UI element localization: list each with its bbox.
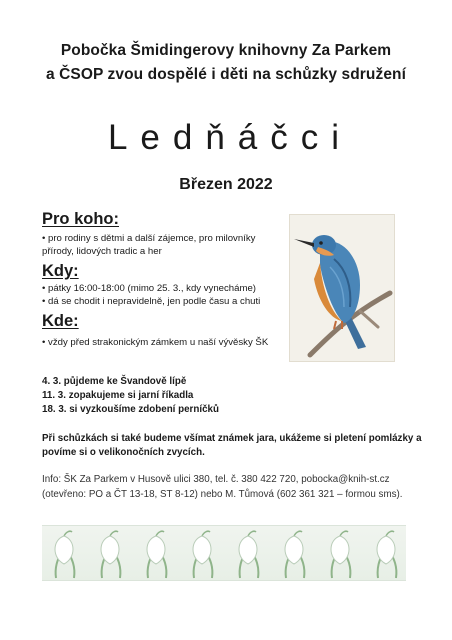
schedule-item-2: 11. 3. zopakujeme si jarní říkadla [42,390,194,401]
poster-title: Ledňáčci [107,118,353,157]
snowdrop-flower [193,531,212,578]
snowdrop-flower [285,531,304,578]
schedule-item-1: 4. 3. půjdeme ke Švandově lípě [42,376,187,387]
info-line-1: Info: ŠK Za Parkem v Husově ulici 380, tel. č. 380 422 720, pobocka@knih-st.cz [42,474,390,485]
intro-paragraph: Při schůzkách si také budeme všímat známek jara, ukážeme si pletení pomlázky a povíme si o velikonočních zvycích. [42,433,422,458]
pro-koho-text: • pro rodiny s dětmi a další zájemce, pro milovníky přírody, lidových tradic a her [42,233,282,258]
info-line-2: (otevřeno: PO a ČT 13-18, ST 8-12) nebo M. Tůmová (602 361 321 – formou sms). [42,489,403,500]
header-line-1: Pobočka Šmidingerovy knihovny Za Parkem [60,42,392,59]
snowdrop-border-art [42,526,406,580]
snowdrop-flower [377,531,396,578]
snowdrop-flower [101,531,120,578]
kingfisher-drawing [290,215,394,361]
snowdrop-flower [331,531,350,578]
section-heading-pro-koho: Pro koho: [42,210,119,228]
snowdrop-flower [147,531,166,578]
kde-text: • vždy před strakonickým zámkem u naší vývěsky ŠK [42,337,302,350]
section-heading-kde: Kde: [42,312,79,330]
kdy-item-1: • pátky 16:00-18:00 (mimo 25. 3., kdy vynecháme) [42,283,302,296]
poster-subtitle: Březen 2022 [179,176,273,193]
schedule-item-3: 18. 3. si vyzkoušíme zdobení perníčků [42,404,219,415]
snowdrop-border [42,525,406,581]
snowdrop-flower [239,531,258,578]
kingfisher-illustration [289,214,395,362]
section-heading-kdy: Kdy: [42,262,79,280]
header-line-2: a ČSOP zvou dospělé i děti na schůzky sdružení [45,66,407,83]
kdy-item-2: • dá se chodit i nepravidelně, jen podle času a chuti [42,296,302,309]
snowdrop-flower [55,531,74,578]
